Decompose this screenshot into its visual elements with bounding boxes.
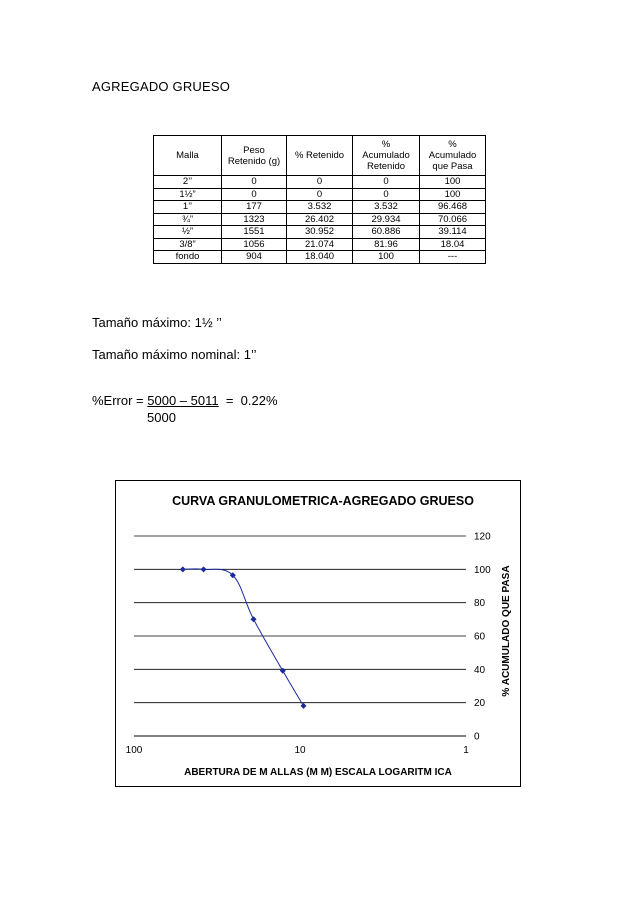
col-header-pct-retenido: % Retenido xyxy=(287,136,353,176)
table-cell: 60.886 xyxy=(353,226,420,239)
table-cell: 96.468 xyxy=(420,201,486,214)
table-cell: 177 xyxy=(222,201,287,214)
table-cell: 1’’ xyxy=(154,201,222,214)
table-cell: 70.066 xyxy=(420,213,486,226)
col-header-malla: Malla xyxy=(154,136,222,176)
table-cell: fondo xyxy=(154,251,222,264)
col-header-acum-retenido: % Acumulado Retenido xyxy=(353,136,420,176)
table-row xyxy=(154,238,486,251)
chart-title: CURVA GRANULOMETRICA-AGREGADO GRUESO xyxy=(172,494,474,508)
y-tick-labels xyxy=(474,532,491,743)
data-point-marker xyxy=(201,566,207,572)
y-tick-label: 120 xyxy=(474,531,491,543)
x-tick-label: 1 xyxy=(463,745,469,756)
data-point-marker xyxy=(280,668,286,674)
table-cell: 3.532 xyxy=(353,201,420,214)
table-cell: 0 xyxy=(287,188,353,201)
table-cell: 904 xyxy=(222,251,287,264)
data-point-marker xyxy=(251,616,257,622)
x-tick-label: 10 xyxy=(294,745,306,756)
table-row xyxy=(154,176,486,189)
x-axis-label: ABERTURA DE M ALLAS (M M) ESCALA LOGARITM ICA xyxy=(184,767,452,778)
table-row xyxy=(154,213,486,226)
table-header-row xyxy=(154,136,486,176)
nominal-size-note: Tamaño máximo nominal: 1’’ xyxy=(92,347,257,362)
table-cell: 0 xyxy=(353,176,420,189)
table-cell: 0 xyxy=(287,176,353,189)
series-line xyxy=(183,569,304,706)
table-cell: 39.114 xyxy=(420,226,486,239)
y-tick-label: 20 xyxy=(474,698,486,710)
table-cell: ¾” xyxy=(154,213,222,226)
table-cell: 18.04 xyxy=(420,238,486,251)
table-row xyxy=(154,251,486,264)
table-cell: 0 xyxy=(353,188,420,201)
gridlines xyxy=(134,536,466,703)
error-prefix: %Error = xyxy=(92,393,148,408)
table-cell: 3.532 xyxy=(287,201,353,214)
data-point-marker xyxy=(180,566,186,572)
col-header-peso-retenido: Peso Retenido (g) xyxy=(222,136,287,176)
error-denominator: 5000 xyxy=(147,410,176,425)
table-cell: 1056 xyxy=(222,238,287,251)
x-tick-labels xyxy=(126,745,470,756)
table-row xyxy=(154,188,486,201)
error-result: = 0.22% xyxy=(218,393,278,408)
table-cell: 81.96 xyxy=(353,238,420,251)
data-point-marker xyxy=(301,703,307,709)
table-cell: --- xyxy=(420,251,486,264)
y-tick-label: 40 xyxy=(474,664,486,676)
table-cell: 1323 xyxy=(222,213,287,226)
series-layer xyxy=(180,566,307,709)
table-row xyxy=(154,226,486,239)
table-cell: 100 xyxy=(353,251,420,264)
table-cell: 3/8” xyxy=(154,238,222,251)
table-cell: 29.934 xyxy=(353,213,420,226)
max-size-note: Tamaño máximo: 1½ ’’ xyxy=(92,315,222,330)
col-header-acum-pasa: % Acumulado que Pasa xyxy=(420,136,486,176)
table-cell: 0 xyxy=(222,188,287,201)
table-row xyxy=(154,201,486,214)
table-cell: 1551 xyxy=(222,226,287,239)
y-tick-label: 0 xyxy=(474,731,480,743)
section-heading: AGREGADO GRUESO xyxy=(92,79,231,94)
y-axis-label: % ACUMULADO QUE PASA xyxy=(501,565,512,697)
table-cell: 30.952 xyxy=(287,226,353,239)
y-tick-label: 80 xyxy=(474,598,486,610)
table-cell: 100 xyxy=(420,188,486,201)
grading-curve-chart xyxy=(116,481,520,786)
error-numerator: 5000 – 5011 xyxy=(147,393,219,408)
y-tick-label: 60 xyxy=(474,631,486,643)
table-cell: ½” xyxy=(154,226,222,239)
error-formula xyxy=(92,393,278,408)
table-cell: 21.074 xyxy=(287,238,353,251)
table-cell: 0 xyxy=(222,176,287,189)
y-tick-label: 100 xyxy=(474,564,491,576)
sieve-analysis-table xyxy=(153,135,486,264)
table-cell: 100 xyxy=(420,176,486,189)
table-cell: 18.040 xyxy=(287,251,353,264)
table-cell: 1½” xyxy=(154,188,222,201)
chart-frame xyxy=(115,480,521,787)
table-cell: 2’’ xyxy=(154,176,222,189)
x-tick-label: 100 xyxy=(125,745,143,756)
table-cell: 26.402 xyxy=(287,213,353,226)
